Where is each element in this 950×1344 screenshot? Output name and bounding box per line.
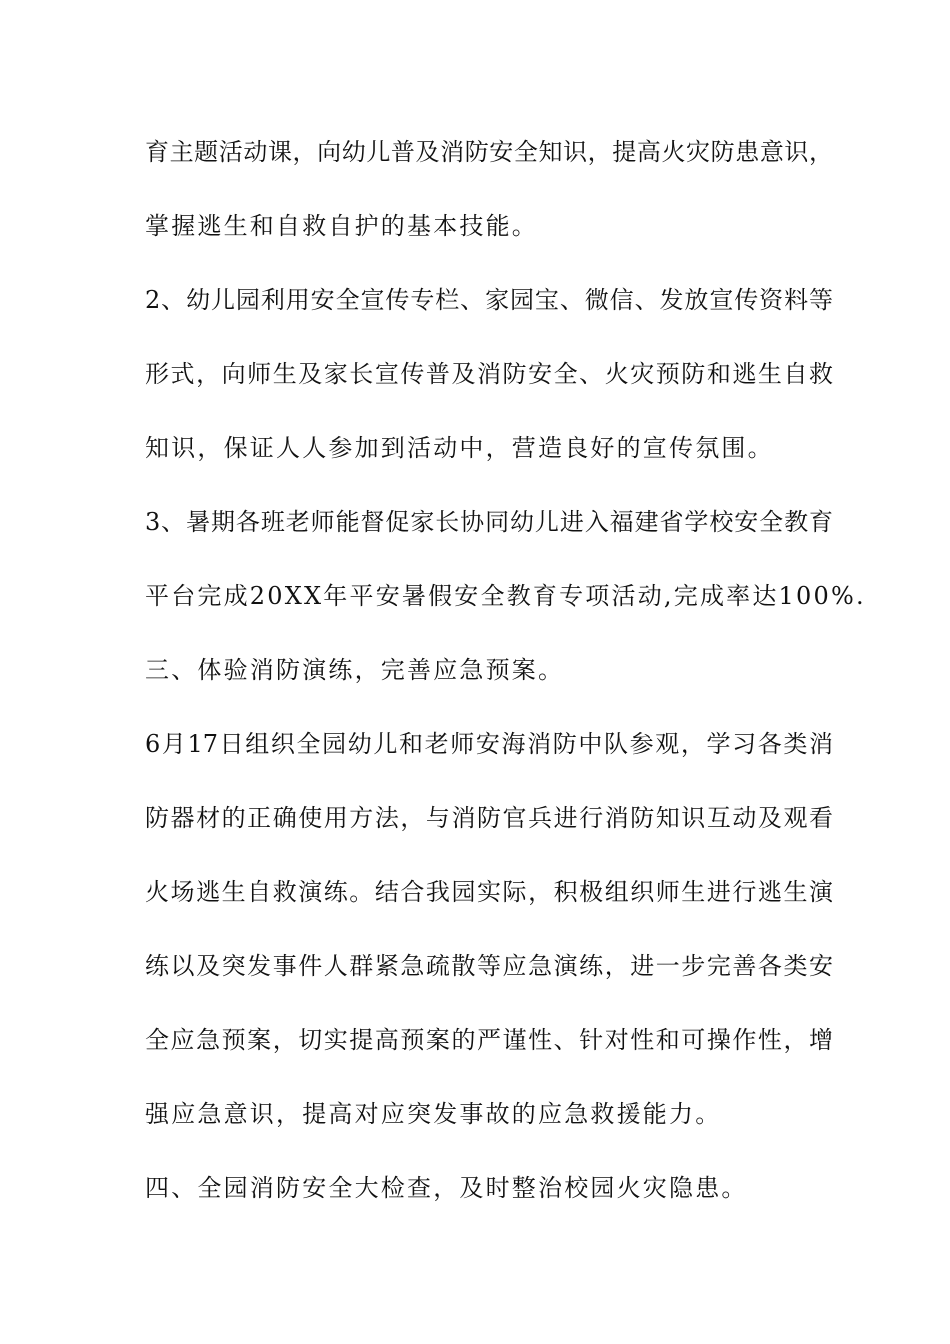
body-text-line: 知识，保证人人参加到活动中，营造良好的宣传氛围。 — [145, 434, 774, 462]
body-text-line: 练以及突发事件人群紧急疏散等应急演练，进一步完善各类安 — [145, 952, 833, 980]
body-text-line: 形式，向师生及家长宣传普及消防安全、火灾预防和逃生自救 — [145, 360, 833, 388]
section-heading: 三、体验消防演练，完善应急预案。 — [145, 656, 565, 684]
body-text-line: 火场逃生自救演练。结合我园实际，积极组织师生进行逃生演 — [145, 878, 833, 906]
body-text-line: 6月17日组织全园幼儿和老师安海消防中队参观，学习各类消 — [145, 730, 833, 758]
body-text-line: 育主题活动课，向幼儿普及消防安全知识，提高火灾防患意识， — [145, 138, 833, 166]
section-heading: 四、全园消防安全大检查，及时整治校园火灾隐患。 — [145, 1174, 748, 1202]
body-text-line: 平台完成20XX年平安暑假安全教育专项活动,完成率达100%. — [145, 582, 866, 610]
body-text-line: 2、幼儿园利用安全宣传专栏、家园宝、微信、发放宣传资料等 — [145, 286, 833, 314]
body-text-line: 3、暑期各班老师能督促家长协同幼儿进入福建省学校安全教育 — [145, 508, 833, 536]
body-text-line: 强应急意识，提高对应突发事故的应急救援能力。 — [145, 1100, 722, 1128]
body-text-line: 防器材的正确使用方法，与消防官兵进行消防知识互动及观看 — [145, 804, 833, 832]
body-text-line: 全应急预案，切实提高预案的严谨性、针对性和可操作性，增 — [145, 1026, 833, 1054]
body-text-line: 掌握逃生和自救自护的基本技能。 — [145, 212, 538, 240]
